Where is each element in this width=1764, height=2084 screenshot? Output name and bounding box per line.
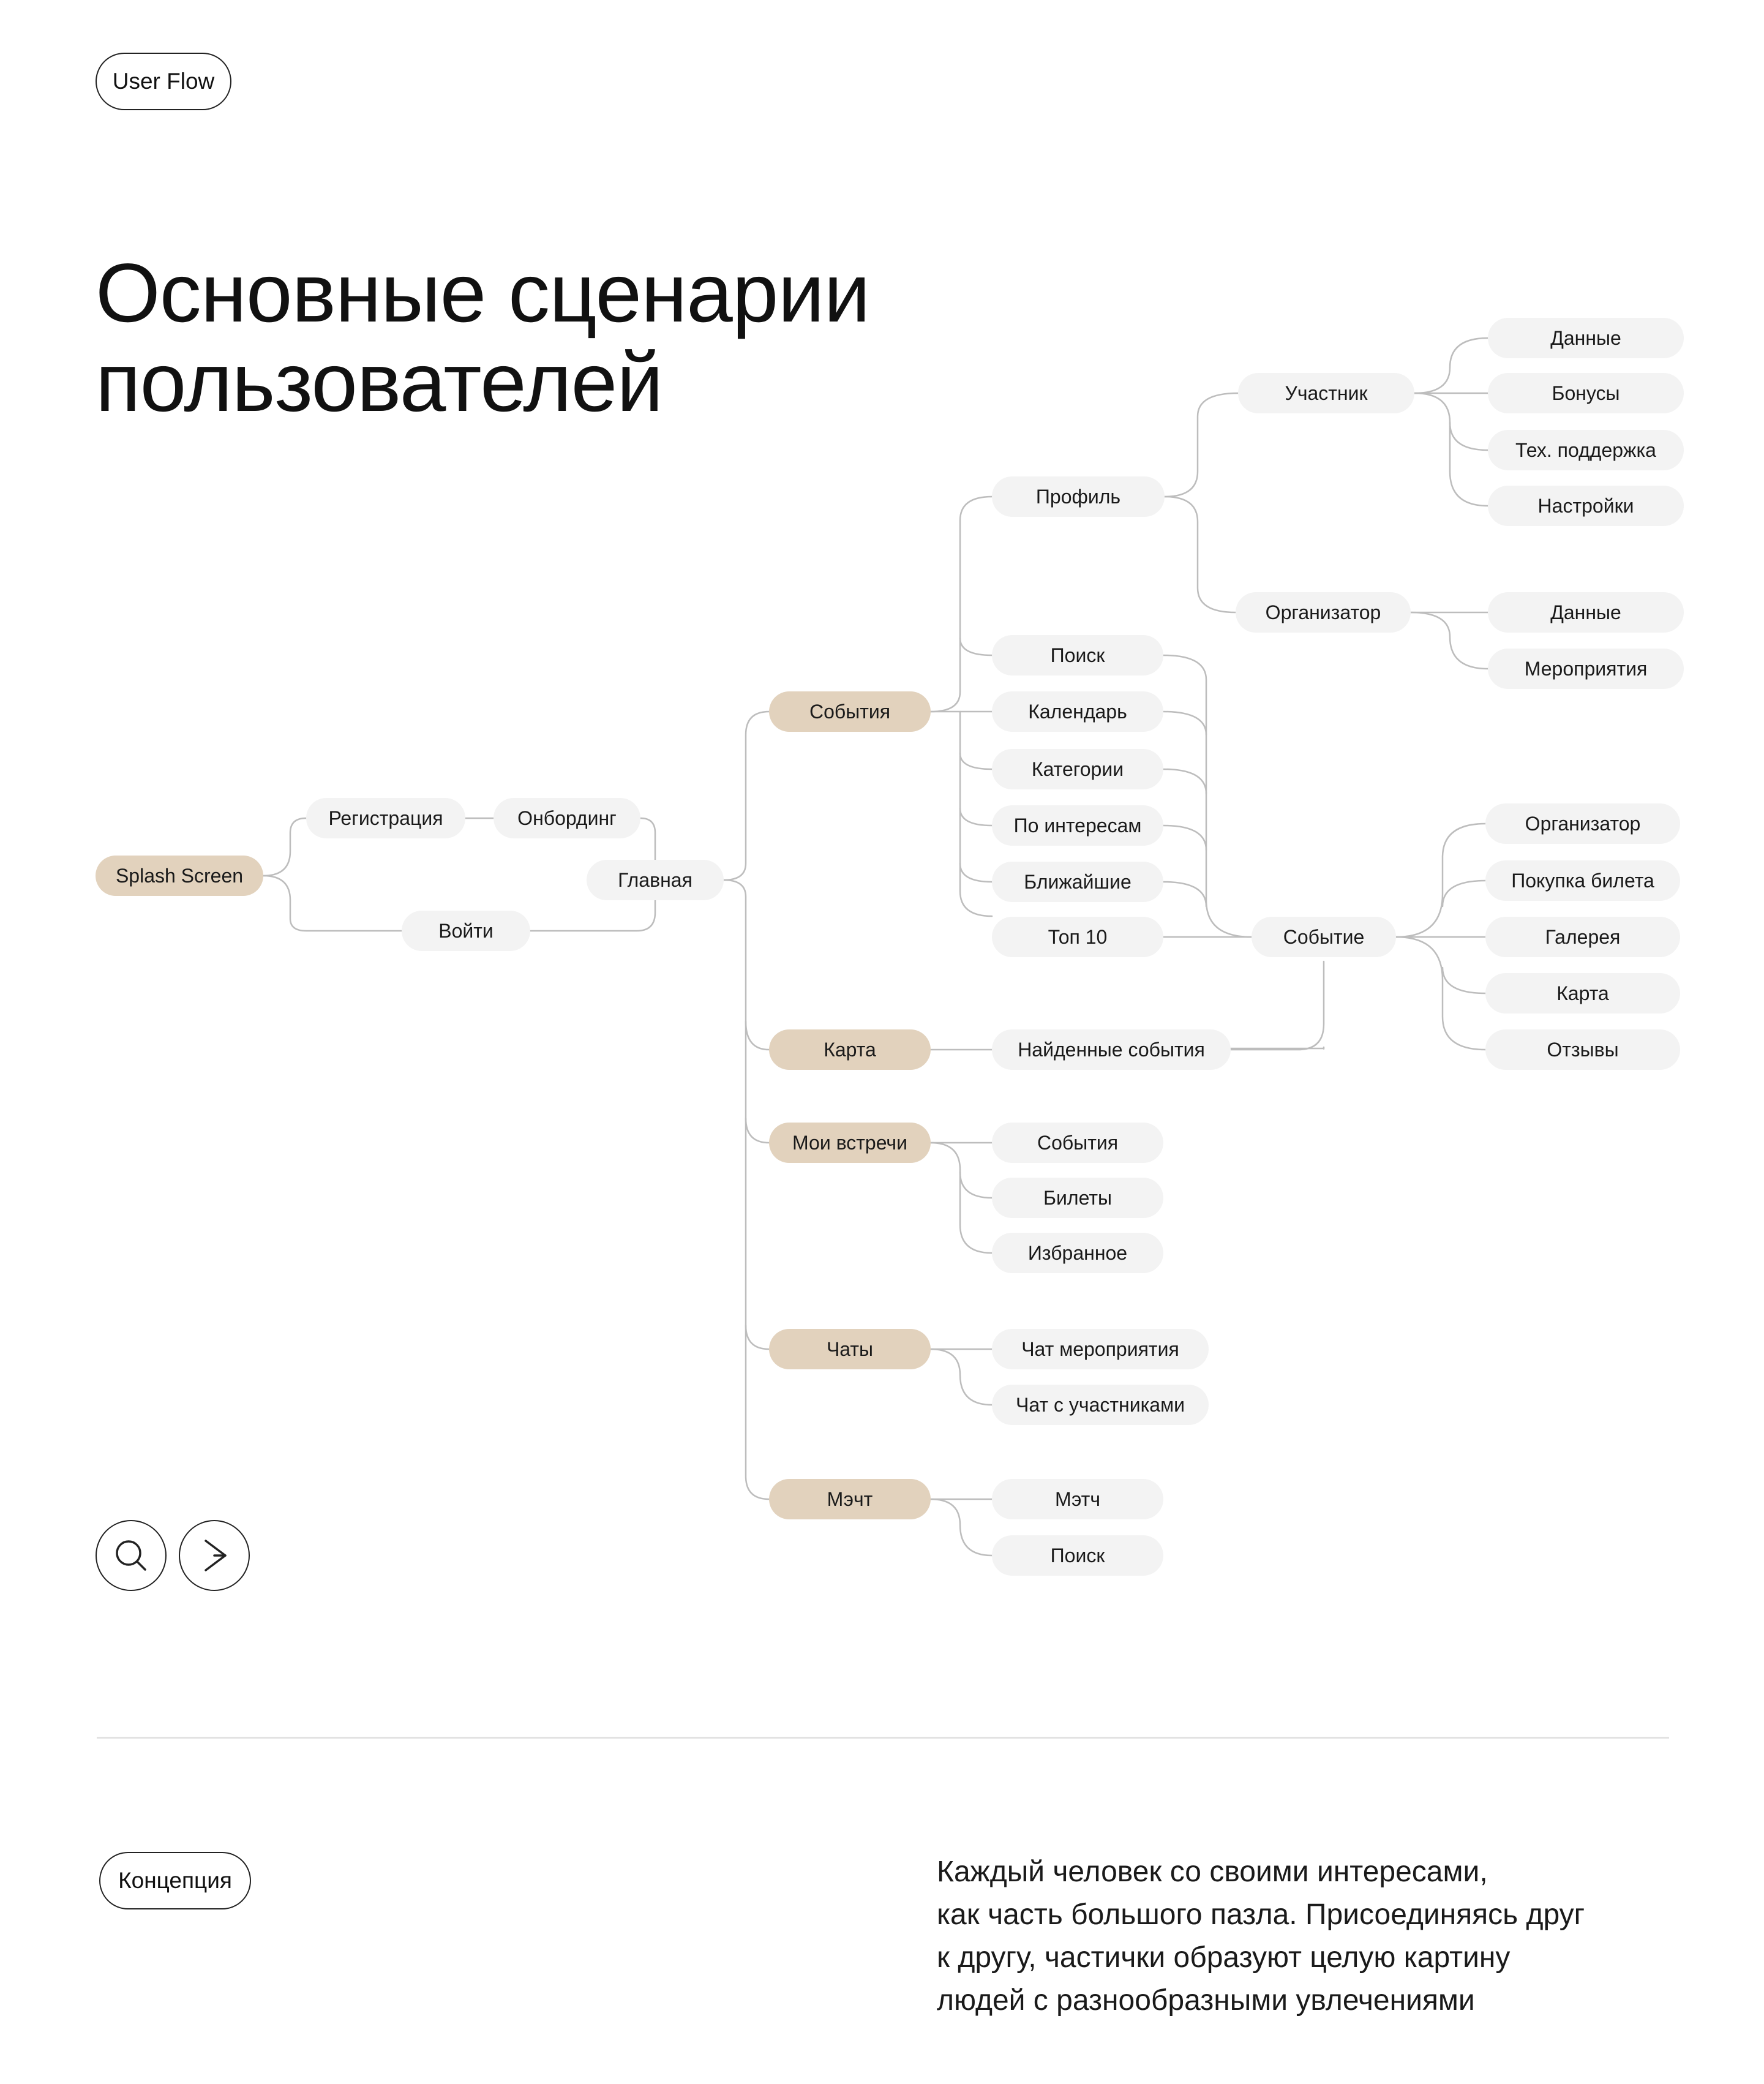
page-title-line-2: пользователей xyxy=(96,336,663,429)
node-events-search: Поиск xyxy=(992,635,1163,675)
node-events: События xyxy=(769,691,931,732)
node-chat-event: Чат мероприятия xyxy=(992,1329,1209,1369)
node-map: Карта xyxy=(769,1029,931,1070)
search-button[interactable] xyxy=(96,1520,167,1591)
arrow-right-icon xyxy=(179,1520,250,1591)
node-main: Главная xyxy=(587,860,724,900)
node-match-search: Поиск xyxy=(992,1535,1163,1576)
node-match: Мэчт xyxy=(769,1479,931,1519)
search-icon xyxy=(96,1520,167,1591)
node-organizer-data: Данные xyxy=(1488,592,1684,633)
node-registration: Регистрация xyxy=(306,798,465,838)
node-meetings-tickets: Билеты xyxy=(992,1178,1163,1218)
node-events-top10: Топ 10 xyxy=(992,917,1163,957)
node-events-by-interests: По интересам xyxy=(992,805,1163,846)
node-participant: Участник xyxy=(1238,373,1414,413)
node-found-events: Найденные события xyxy=(992,1029,1231,1070)
node-splash-screen: Splash Screen xyxy=(96,856,263,896)
concept-badge-label: Концепция xyxy=(118,1868,232,1893)
node-meetings-events: События xyxy=(992,1123,1163,1163)
concept-line-4: людей с разнообразными увлечениями xyxy=(937,1984,1475,2017)
node-participant-support: Тех. поддержка xyxy=(1488,430,1684,470)
node-events-nearest: Ближайшие xyxy=(992,862,1163,902)
node-participant-data: Данные xyxy=(1488,318,1684,358)
node-onboarding: Онбординг xyxy=(494,798,640,838)
node-event-organizer: Организатор xyxy=(1485,803,1680,844)
page-title-line-1: Основные сценарии xyxy=(96,246,870,339)
section-divider xyxy=(97,1737,1669,1739)
node-participant-settings: Настройки xyxy=(1488,486,1684,526)
concept-line-1: Каждый человек со своими интересами, xyxy=(937,1856,1488,1888)
node-meetings-favorites: Избранное xyxy=(992,1233,1163,1273)
node-event-gallery: Галерея xyxy=(1485,917,1680,957)
node-chats: Чаты xyxy=(769,1329,931,1369)
node-organizer-events: Мероприятия xyxy=(1488,649,1684,689)
node-events-categories: Категории xyxy=(992,749,1163,789)
concept-line-3: к другу, частички образуют целую картину xyxy=(937,1941,1511,1974)
concept-line-2: как часть большого пазла. Присоединяясь друг xyxy=(937,1898,1585,1931)
node-participant-bonuses: Бонусы xyxy=(1488,373,1684,413)
node-login: Войти xyxy=(402,911,530,951)
node-event-ticket: Покупка билета xyxy=(1485,860,1680,901)
node-profile: Профиль xyxy=(992,476,1165,517)
user-flow-badge-label: User Flow xyxy=(112,69,215,94)
node-organizer: Организатор xyxy=(1236,592,1411,633)
node-event-reviews: Отзывы xyxy=(1485,1029,1680,1070)
concept-badge xyxy=(99,1852,251,1909)
node-event-map: Карта xyxy=(1485,973,1680,1014)
node-match-match: Мэтч xyxy=(992,1479,1163,1519)
next-button[interactable] xyxy=(179,1520,250,1591)
node-chat-participants: Чат с участниками xyxy=(992,1385,1209,1425)
node-event: Событие xyxy=(1252,917,1396,957)
node-my-meetings: Мои встречи xyxy=(769,1123,931,1163)
node-events-calendar: Календарь xyxy=(992,691,1163,732)
concept-description xyxy=(937,1851,1702,2022)
